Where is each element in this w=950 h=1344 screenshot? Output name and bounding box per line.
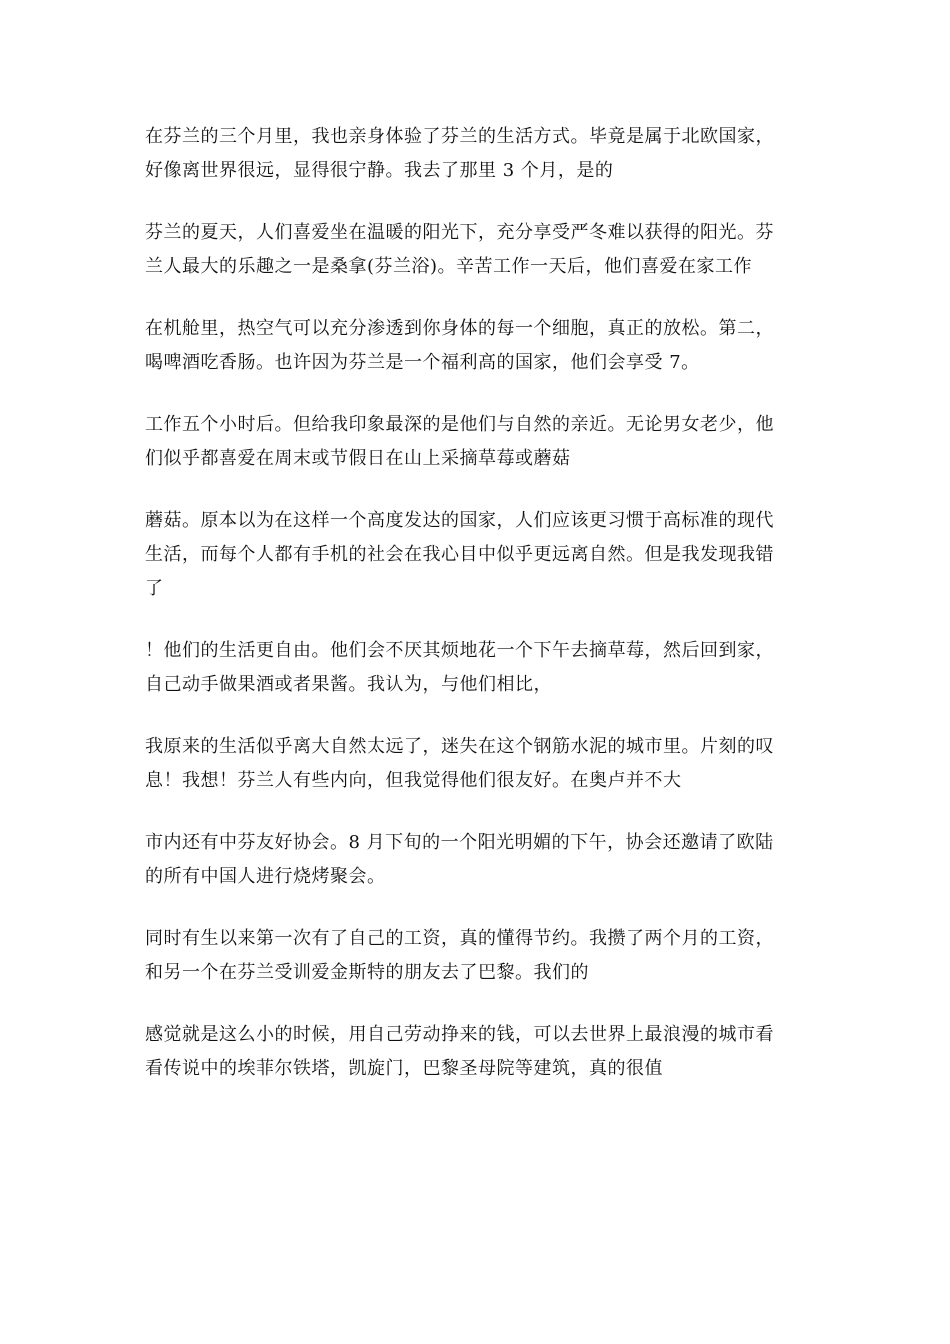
paragraph-6	[145, 634, 815, 702]
paragraph-3	[145, 312, 815, 380]
text-line: 在机舱里，热空气可以充分渗透到你身体的每一个细胞，真正的放松。第二，	[145, 318, 774, 339]
text-line: 的所有中国人进行烧烤聚会。	[145, 866, 386, 887]
text-line: 和另一个在芬兰受训爱金斯特的朋友去了巴黎。我们的	[145, 962, 589, 983]
document-body	[145, 120, 815, 1114]
text-line: 息！我想！芬兰人有些内向，但我觉得他们很友好。在奥卢并不大	[145, 770, 682, 791]
text-line: 喝啤酒吃香肠。也许因为芬兰是一个福利高的国家，他们会享受 7。	[145, 352, 700, 373]
text-line: 感觉就是这么小的时候，用自己劳动挣来的钱，可以去世界上最浪漫的城市看	[145, 1024, 774, 1045]
text-line: 自己动手做果酒或者果酱。我认为，与他们相比，	[145, 674, 552, 695]
text-line: 工作五个小时后。但给我印象最深的是他们与自然的亲近。无论男女老少，他	[145, 414, 774, 435]
text-line: 我原来的生活似乎离大自然太远了，迷失在这个钢筋水泥的城市里。片刻的叹	[145, 736, 774, 757]
text-line: 们似乎都喜爱在周末或节假日在山上采摘草莓或蘑菇	[145, 448, 571, 469]
paragraph-10	[145, 1018, 815, 1086]
text-line: 同时有生以来第一次有了自己的工资，真的懂得节约。我攒了两个月的工资，	[145, 928, 774, 949]
text-line: 看传说中的埃菲尔铁塔，凯旋门，巴黎圣母院等建筑，真的很值	[145, 1058, 663, 1079]
text-line: 生活，而每个人都有手机的社会在我心目中似乎更远离自然。但是我发现我错	[145, 544, 774, 565]
text-line: 了	[145, 578, 164, 599]
paragraph-5	[145, 504, 815, 606]
text-line: 兰人最大的乐趣之一是桑拿(芬兰浴)。辛苦工作一天后，他们喜爱在家工作	[145, 256, 753, 277]
paragraph-7	[145, 730, 815, 798]
text-line: 芬兰的夏天，人们喜爱坐在温暖的阳光下，充分享受严冬难以获得的阳光。芬	[145, 222, 774, 243]
text-line: ！他们的生活更自由。他们会不厌其烦地花一个下午去摘草莓，然后回到家，	[145, 640, 774, 661]
paragraph-1	[145, 120, 815, 188]
paragraph-4	[145, 408, 815, 476]
text-line: 好像离世界很远，显得很宁静。我去了那里 3 个月，是的	[145, 160, 614, 181]
paragraph-2	[145, 216, 815, 284]
text-line: 在芬兰的三个月里，我也亲身体验了芬兰的生活方式。毕竟是属于北欧国家，	[145, 126, 774, 147]
text-line: 市内还有中芬友好协会。8 月下旬的一个阳光明媚的下午，协会还邀请了欧陆	[145, 832, 774, 853]
paragraph-8	[145, 826, 815, 894]
text-line: 蘑菇。原本以为在这样一个高度发达的国家，人们应该更习惯于高标准的现代	[145, 510, 774, 531]
paragraph-9	[145, 922, 815, 990]
